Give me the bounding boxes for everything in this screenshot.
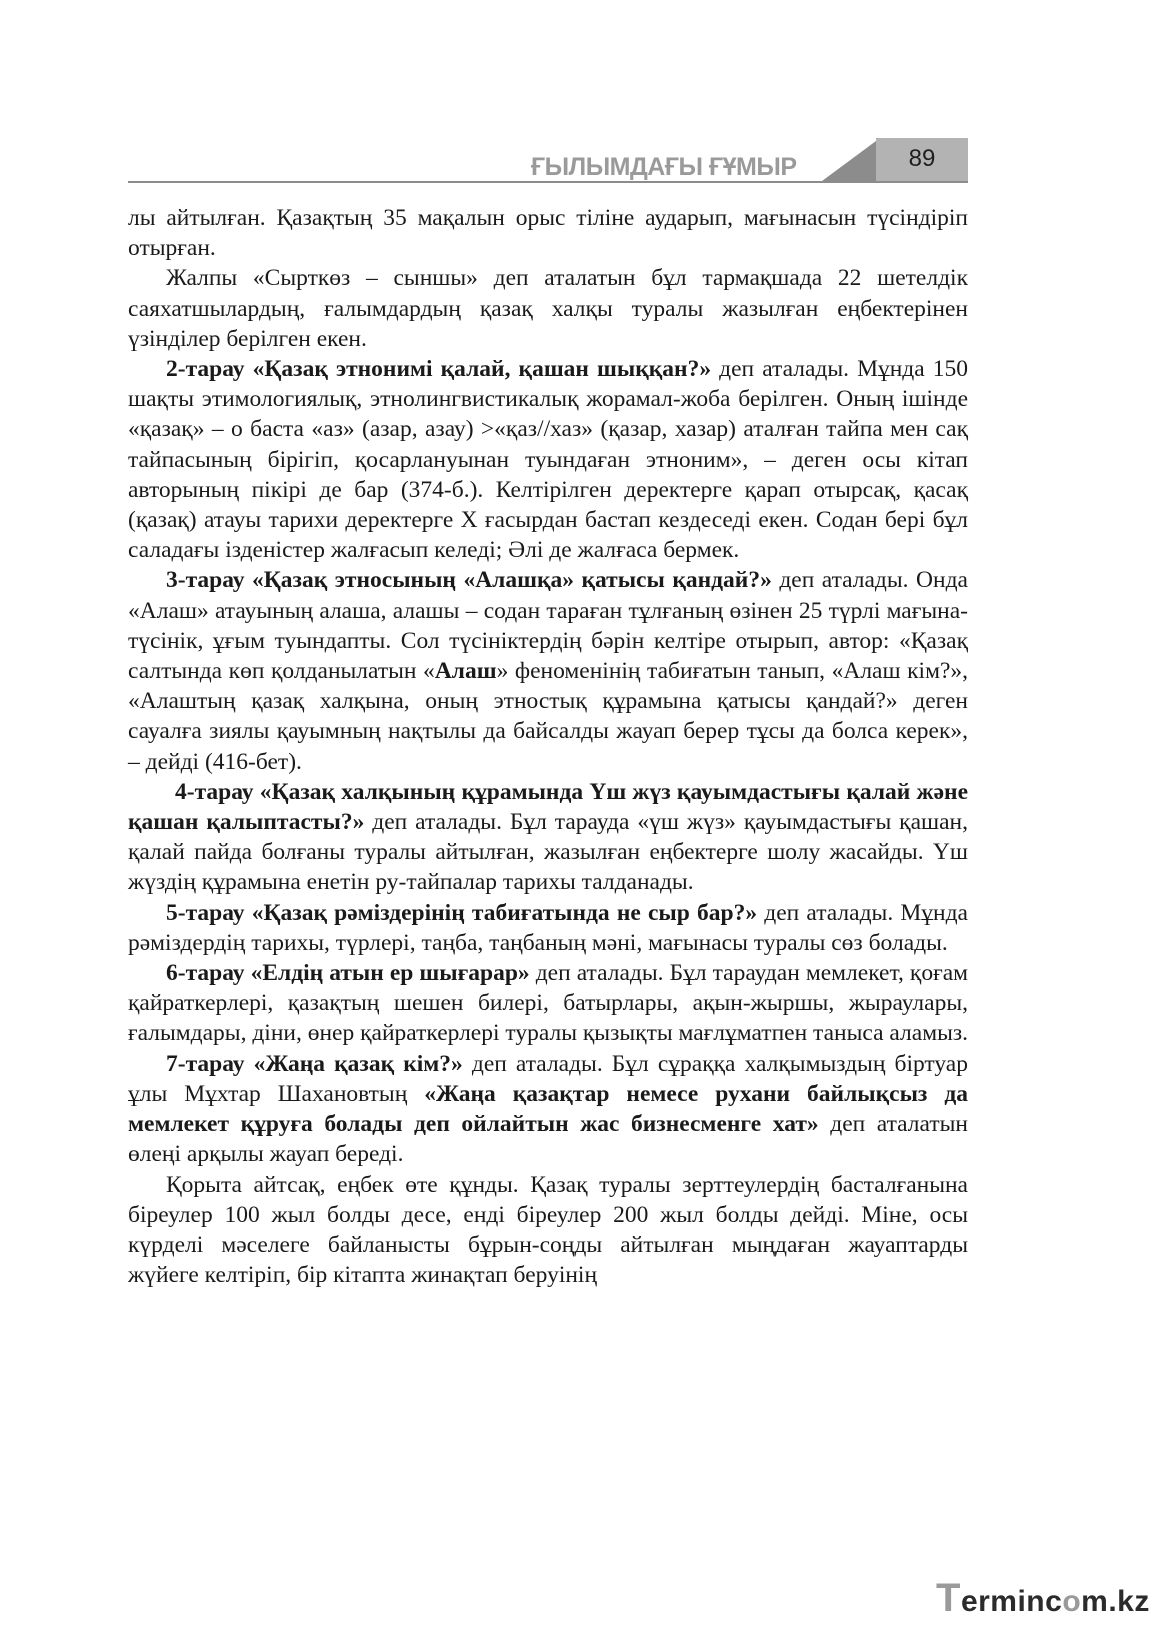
- watermark-letter-t: T: [936, 1576, 961, 1620]
- text-run: Жалпы «Сырткөз – сыншы» деп аталатын бұл тармақшада 22 шетелдік саяхатшылардың, ғалымдардың қазақ халқы туралы жазылған еңбектерінен үзінділер берілген екен.: [128, 265, 968, 352]
- page-number: 89: [908, 145, 936, 172]
- bold-text-run: 3-тарау «Қазақ этносының «Алашқа» қатысы қандай?»: [166, 567, 772, 594]
- text-run: деп аталады. Бұл тарауда «үш жүз» қауымдастығы қашан, қалай пайда болғаны туралы айтылған, жазылған еңбектерге шолу жасайды. Үш жүздің құрамына енетін ру-тайпалар тарихы талданады.: [128, 809, 968, 896]
- paragraph: [128, 898, 968, 958]
- paragraph: [128, 1049, 968, 1170]
- text-run: деп аталады. Бұл сұраққа халқымыздың біртуар ұлы Мұхтар Шахановтың: [128, 1050, 968, 1107]
- paragraph: [128, 203, 968, 263]
- text-run: деп аталады. Мұнда 150 шақты этимологиялық, этнолингвистикалық жорамал-жоба берілген. Оның ішінде «қазақ» – о баста «аз» (азар, азау) >«қаз//хаз» (қазар, хазар) аталған тайпа мен сақ тайпасының бірігіп, қосарлануынан туындаған этноним», – деген осы кітап авторының пікірі де бар (374-б.). Келтірілген деректерге қарап отырсақ, қасақ (қазақ) атауы тарихи деректерге Х ғасырдан бастап кездеседі екен. Содан бері бұл саладағы ізденістер жалғасып келеді; Әлі де жалғаса бермек.: [128, 356, 968, 564]
- paragraph: [128, 263, 968, 354]
- paragraph: [128, 354, 968, 565]
- text-run: деп аталатын өлеңі арқылы жауап береді.: [128, 1111, 968, 1168]
- bold-text-run: 6-тарау «Елдің атын ер шығарар»: [166, 960, 530, 987]
- text-run: Қорыта айтсақ, еңбек өте құнды. Қазақ туралы зерттеулердің басталғанына біреулер 100 жыл болды десе, енді біреулер 200 жыл болды дейді. Міне, осы күрделі мәселеге байланысты бұрын-соңды айтылған мыңдаған жауаптарды жүйеге келтіріп, бір кітапта жинақтап беруінің: [128, 1171, 968, 1289]
- watermark-text-a: erminc: [960, 1585, 1063, 1618]
- paragraph: [128, 777, 968, 898]
- header-rule: [128, 181, 968, 183]
- header-wedge-decoration: [822, 141, 876, 181]
- text-run: деп аталады. Онда «Алаш» атауының алаша, алашы – содан тараған тұлғаның өзінен 25 түрлі мағына-түсінік, ұғым туындапты. Сол түсініктердің бәрін келтіре отырып, автор: «Қазақ салтында көп қолданылатын «: [128, 567, 968, 685]
- paragraph: [128, 1170, 968, 1291]
- text-run: лы айтылған. Қазақтың 35 мақалын орыс тіліне аударып, мағынасын түсіндіріп отырған.: [128, 205, 968, 262]
- bold-text-run: 4-тарау «Қазақ халқының құрамында Үш жүз қауымдастығы қалай және қашан қалыптасты?»: [128, 778, 968, 836]
- paragraph: [128, 958, 968, 1049]
- bold-text-run: 7-тарау «Жаңа қазақ кім?»: [166, 1050, 463, 1077]
- bold-text-run: «Жаңа қазақтар немесе рухани байлықсыз да мемлекет құруға болады деп ойлайтын жас бизнесменге хат»: [128, 1080, 968, 1138]
- paragraph: [128, 565, 968, 776]
- bold-text-run: Алаш: [434, 658, 497, 685]
- bold-text-run: 5-тарау «Қазақ рәміздерінің табиғатында не сыр бар?»: [166, 899, 758, 926]
- running-header: [128, 138, 968, 188]
- text-run: деп аталады. Бұл тараудан мемлекет, қоғам қайраткерлері, қазақтың шешен билері, батырлары, ақын-жыршы, жыраулары, ғалымдары, діни, өнер қайраткерлері туралы қызықты мағлұматпен таныса аламыз.: [128, 960, 969, 1047]
- bold-text-run: 2-тарау «Қазақ этнонимі қалай, қашан шыққан?»: [166, 356, 712, 383]
- watermark-letter-o: o: [1062, 1585, 1082, 1618]
- watermark-logo: [936, 1576, 1150, 1621]
- text-run: деп аталады. Мұнда рәміздердің тарихы, түрлері, таңба, таңбаның мәні, мағынасы туралы сөз болады.: [128, 899, 968, 956]
- text-run: » феноменінің табиғатын танып, «Алаш кім?», «Алаштың қазақ халқына, оның этностық құрамына қатысы қандай?» деген сауалға зиялы қауымның нақтылы да байсалды жауап берер тұсы да болса керек», – дейді (416-бет).: [128, 658, 969, 775]
- watermark-text-b: m.kz: [1081, 1585, 1150, 1618]
- running-title: ҒЫЛЫМДАҒЫ ҒҰМЫР: [531, 153, 797, 181]
- body-text: [128, 203, 968, 1290]
